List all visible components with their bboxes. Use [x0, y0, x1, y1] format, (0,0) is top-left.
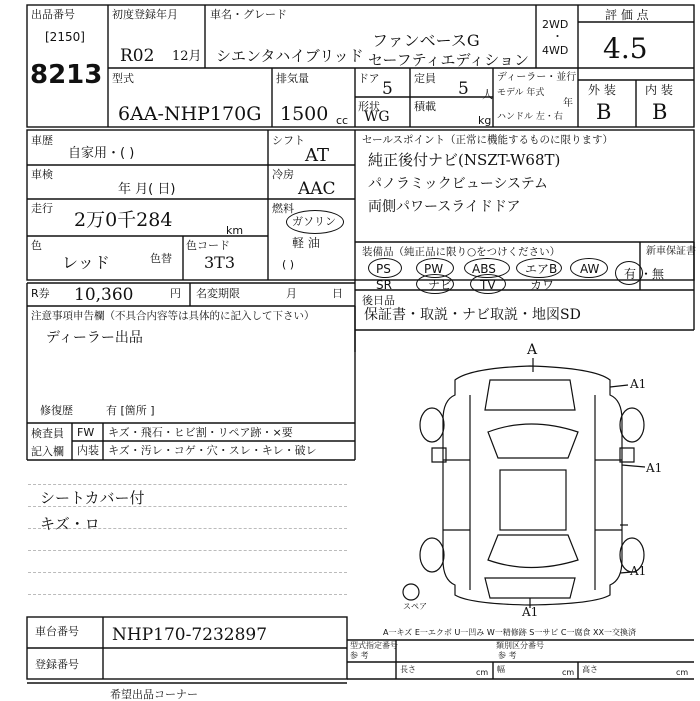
warranty-yes-circle [615, 261, 643, 285]
remark-1: シートカバー付 [40, 489, 145, 507]
equip-tv-circle [470, 274, 506, 294]
damage-mark-rear: A1 [522, 605, 539, 619]
sales-point-1: 純正後付ナビ(NSZT-W68T) [368, 151, 561, 169]
class-label: 類別区分番号 [496, 641, 544, 650]
length-unit: cm [476, 668, 489, 677]
ac-label: 冷房 [272, 168, 294, 181]
shift-value: AT [305, 145, 330, 166]
body-value: WG [364, 109, 390, 125]
first-reg-month: 12月 [172, 49, 202, 64]
mileage-unit: km [226, 224, 244, 237]
load-label: 積載 [414, 100, 436, 113]
equip-sr: SR [376, 278, 392, 292]
ref-label-1: 参 考 [350, 651, 369, 660]
model-year-label: モデル 年式 [497, 88, 545, 98]
exterior-label: 外 装 [588, 83, 616, 97]
equip-navi: ナビ [428, 278, 453, 292]
car-name-label: 車名・グレード [210, 8, 287, 21]
history-value: 自家用・( ) [68, 146, 135, 161]
shift-label: シフト [272, 134, 305, 147]
grade-line1: ファンベースG [372, 31, 480, 50]
doors-value: 5 [382, 79, 393, 99]
inspector-fw-items: キズ・飛石・ヒビ割・リペア跡・×要 [108, 426, 293, 439]
rating-value: 4.5 [603, 32, 648, 65]
fuel-label: 燃料 [272, 202, 294, 215]
equip-pw: PW [424, 262, 444, 276]
model-year-unit: 年 [563, 98, 573, 109]
chassis-label: 車台番号 [35, 625, 79, 638]
ac-value: AAC [298, 179, 336, 199]
width-unit: cm [562, 668, 575, 677]
drive-dot: ・ [552, 30, 563, 43]
inspector-int: 内装 [77, 444, 99, 457]
rating-label: 評 価 点 [605, 8, 649, 22]
expiry-day: 日 [332, 287, 343, 300]
equipment-label: 装備品（純正品に限り○をつけください） [362, 246, 561, 258]
color-change-label: 色替 [150, 252, 172, 265]
damage-mark-right-rear: A1 [630, 564, 647, 578]
equip-aw: AW [580, 262, 600, 276]
first-reg-era: R02 [120, 46, 155, 66]
inspection-label: 車検 [31, 168, 53, 181]
displacement-value: 1500 [280, 103, 329, 125]
equip-ps-circle [368, 258, 402, 278]
capacity-unit: 人 [482, 88, 493, 101]
aftermarket-label: 後日品 [362, 294, 395, 307]
mileage-label: 走行 [31, 202, 53, 215]
expiry-label: 名変期限 [196, 287, 240, 300]
capacity-label: 定員 [414, 72, 436, 85]
lot-label: 出品番号 [31, 8, 75, 21]
equip-leather: カワ [530, 278, 555, 292]
interior-grade: B [652, 100, 668, 124]
fuel-diesel: 軽 油 [292, 236, 320, 250]
displacement-unit: cc [336, 114, 349, 127]
first-reg-label: 初度登録年月 [112, 8, 178, 21]
handle-label: ハンドル 左・右 [497, 112, 563, 122]
length-label: 長さ [400, 665, 416, 674]
recycle-label: R券 [31, 287, 50, 300]
lot-sub: [2150] [45, 30, 85, 44]
chassis-value: NHP170-7232897 [112, 625, 268, 645]
load-unit: kg [478, 114, 492, 127]
displacement-label: 排気量 [276, 72, 309, 85]
car-name: シエンタハイブリッド [216, 47, 364, 65]
model-spec-label: 型式指定番号 [350, 641, 398, 650]
aftermarket-value: 保証書・取説・ナビ取説・地図SD [364, 307, 581, 323]
height-label: 高さ [582, 665, 598, 674]
warranty-yes: 有 [624, 267, 637, 281]
color-code-value: 3T3 [204, 253, 236, 272]
drive-2wd: 2WD [542, 18, 569, 31]
model-value: 6AA-NHP170G [118, 103, 262, 125]
remark-2: キズ・ロ [40, 515, 100, 533]
warranty-label: 新車保証書 [646, 246, 696, 257]
drive-4wd: 4WD [542, 44, 569, 57]
history-label: 車歴 [31, 134, 53, 147]
ref-label-2: 参 考 [498, 651, 517, 660]
fuel-gas: ガソリン [292, 215, 336, 228]
capacity-value: 5 [458, 79, 469, 99]
inspection-value: 年 月( 日) [118, 182, 176, 197]
sales-points-label: セールスポイント（正常に機能するものに限ります） [362, 134, 614, 146]
fuel-gas-circle [286, 210, 344, 234]
notes-value: ディーラー出品 [46, 330, 143, 346]
color-label: 色 [31, 239, 42, 252]
color-value: レッド [62, 253, 110, 272]
warranty-no: ・無 [640, 267, 665, 281]
sales-point-3: 両側パワースライドドア [368, 199, 521, 215]
damage-legend: A一キズ E一エクボ U一凹み W一精修跡 S一サビ C一腐食 XX一交換済 [383, 628, 637, 637]
inspector-label: 検査員 記入欄 [31, 427, 64, 458]
repair-label: 修復歴 [40, 404, 73, 417]
grade-line2: セーフティエディション [368, 51, 529, 69]
damage-mark-front: A [527, 342, 538, 358]
car-diagram [403, 358, 645, 608]
width-label: 幅 [497, 665, 505, 674]
dealer-label: ディーラー・並行 [497, 72, 577, 83]
notes-label: 注意事項申告欄（不具合内容等は具体的に記入して下さい） [31, 310, 315, 322]
recycle-value: 10,360 [74, 285, 134, 305]
color-code-label: 色コード [186, 239, 230, 252]
sales-point-2: パノラミックビューシステム [368, 176, 549, 192]
bottom-text: 希望出品コーナー [110, 688, 198, 701]
reg-label: 登録番号 [35, 658, 79, 671]
expiry-month: 月 [286, 287, 297, 300]
recycle-unit: 円 [170, 287, 181, 300]
equip-airbag: エアB [525, 262, 558, 276]
doors-label: ドア [358, 72, 380, 85]
repair-value: 有 [箇所 ] [106, 404, 155, 417]
equip-aw-circle [570, 258, 608, 278]
equip-tv: TV [480, 278, 496, 292]
damage-mark-right-front: A1 [630, 377, 647, 391]
interior-label: 内 装 [645, 83, 673, 97]
lot-number: 8213 [30, 60, 103, 90]
equip-airbag-circle [516, 258, 562, 278]
equip-navi-circle [416, 274, 454, 294]
height-unit: cm [676, 668, 689, 677]
body-label: 形状 [358, 100, 380, 113]
inspector-int-items: キズ・汚レ・コゲ・穴・スレ・キレ・破レ [108, 444, 317, 457]
mileage-value: 2万0千284 [74, 209, 173, 231]
equip-abs: ABS [472, 262, 496, 276]
equip-ps: PS [376, 262, 391, 276]
spare-label: スペア [403, 602, 427, 611]
inspector-fw: FW [77, 426, 95, 439]
model-label: 型式 [112, 72, 134, 85]
exterior-grade: B [596, 100, 612, 124]
fuel-paren: ( ) [282, 258, 295, 271]
damage-mark-right-middle: A1 [646, 461, 663, 475]
